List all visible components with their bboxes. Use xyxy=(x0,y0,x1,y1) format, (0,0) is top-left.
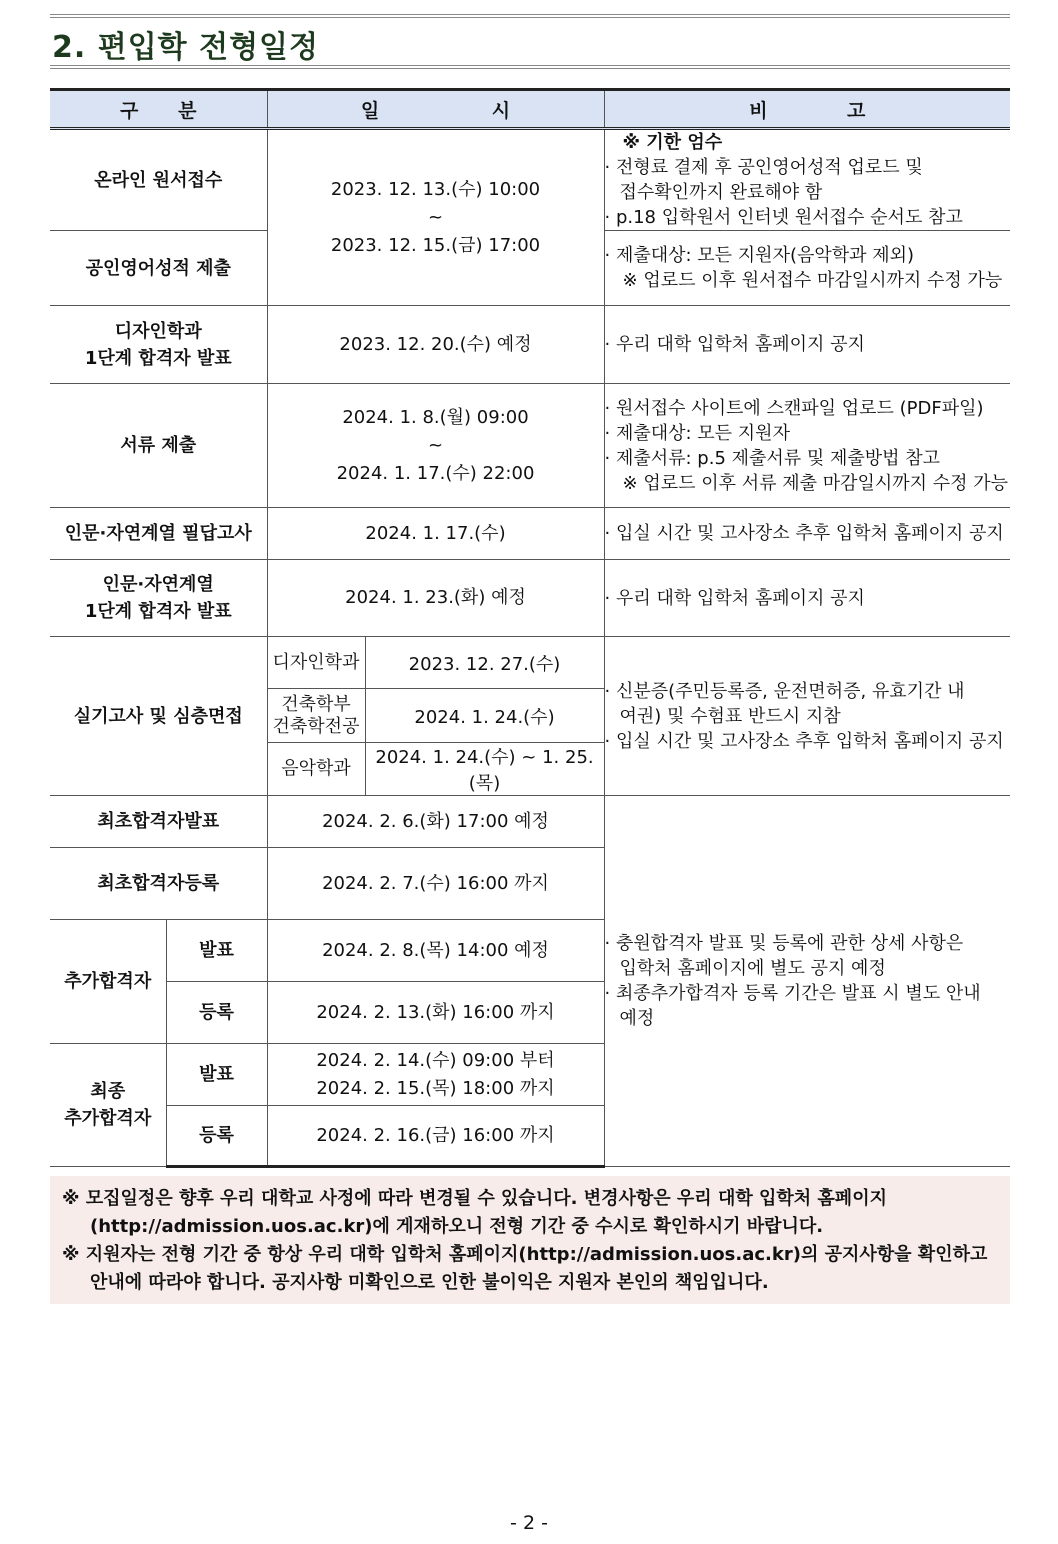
top-rule-inner xyxy=(50,17,1010,18)
row-date: 2024. 1. 8.(월) 09:00 ~ 2024. 1. 17.(수) 22:00 xyxy=(267,384,604,508)
header-date: 일 시 xyxy=(267,90,604,129)
row-date: 2024. 2. 16.(금) 16:00 까지 xyxy=(267,1106,604,1167)
row-subcategory: 발표 xyxy=(166,1044,267,1106)
dept-date: 2024. 1. 24.(수) ~ 1. 25.(목) xyxy=(365,743,604,796)
row-note: · 우리 대학 입학처 홈페이지 공지 xyxy=(604,560,1010,637)
table-row xyxy=(50,129,1010,231)
table-row xyxy=(50,384,1010,508)
table-header-row xyxy=(50,90,1010,129)
top-rule xyxy=(50,14,1010,15)
row-category: 온라인 원서접수 xyxy=(50,129,267,231)
row-note: · 제출대상: 모든 지원자(음악학과 제외) ※ 업로드 이후 원서접수 마감일시까지 수정 가능 xyxy=(604,231,1010,306)
dept-date: 2023. 12. 27.(수) xyxy=(365,637,604,689)
row-category: 서류 제출 xyxy=(50,384,267,508)
row-category: 추가합격자 xyxy=(50,920,166,1044)
row-date: 2024. 2. 7.(수) 16:00 까지 xyxy=(267,848,604,920)
table-row xyxy=(50,560,1010,637)
row-subcategory: 등록 xyxy=(166,982,267,1044)
row-date: 2024. 2. 14.(수) 09:00 부터 2024. 2. 15.(목) 18:00 까지 xyxy=(267,1044,604,1106)
table-row xyxy=(50,508,1010,560)
row-date: 2024. 2. 8.(목) 14:00 예정 xyxy=(267,920,604,982)
section-title: 2. 편입학 전형일정 xyxy=(52,30,320,65)
title-rule-inner xyxy=(50,68,1010,69)
page-number: - 2 - xyxy=(510,1512,548,1534)
title-rule xyxy=(50,65,1010,66)
dept-date: 2024. 1. 24.(수) xyxy=(365,689,604,743)
row-subcategory: 발표 xyxy=(166,920,267,982)
row-date: 2024. 2. 13.(화) 16:00 까지 xyxy=(267,982,604,1044)
dept-label: 디자인학과 xyxy=(267,637,365,689)
notice-item: ※ 모집일정은 향후 우리 대학교 사정에 따라 변경될 수 있습니다. 변경사항은 우리 대학 입학처 홈페이지 (http://admission.uos.ac.kr)에 게재하오니 전형 기간 중 수시로 확인하시기 바랍니다. xyxy=(62,1188,887,1237)
row-note: · 우리 대학 입학처 홈페이지 공지 xyxy=(604,306,1010,384)
schedule-table xyxy=(50,88,1010,1168)
row-category: 실기고사 및 심층면접 xyxy=(50,637,267,796)
row-date: 2024. 1. 17.(수) xyxy=(267,508,604,560)
row-note: · 입실 시간 및 고사장소 추후 입학처 홈페이지 공지 xyxy=(604,508,1010,560)
row-category: 인문·자연계열 필답고사 xyxy=(50,508,267,560)
row-date: 2023. 12. 20.(수) 예정 xyxy=(267,306,604,384)
row-subcategory: 등록 xyxy=(166,1106,267,1167)
table-row xyxy=(50,306,1010,384)
row-category: 인문·자연계열 1단계 합격자 발표 xyxy=(50,560,267,637)
table-row xyxy=(50,796,1010,848)
row-note: · 원서접수 사이트에 스캔파일 업로드 (PDF파일) · 제출대상: 모든 지원자 · 제출서류: p.5 제출서류 및 제출방법 참고 ※ 업로드 이후 서류 제출 마감일시까지 수정 가능 xyxy=(604,384,1010,508)
header-category: 구 분 xyxy=(50,90,267,129)
row-note: · 신분증(주민등록증, 운전면허증, 유효기간 내 여권) 및 수험표 반드시 지참 · 입실 시간 및 고사장소 추후 입학처 홈페이지 공지 xyxy=(604,637,1010,796)
row-note: ※ 기한 엄수 · 전형료 결제 후 공인영어성적 업로드 및 접수확인까지 완료해야 함 · p.18 입학원서 인터넷 원서접수 순서도 참고 xyxy=(604,129,1010,231)
row-category: 최초합격자발표 xyxy=(50,796,267,848)
row-category: 최초합격자등록 xyxy=(50,848,267,920)
notice-item: ※ 지원자는 전형 기간 중 항상 우리 대학 입학처 홈페이지(http://admission.uos.ac.kr)의 공지사항을 확인하고 안내에 따라야 합니다. 공지사항 미확인으로 인한 불이익은 지원자 본인의 책임입니다. xyxy=(62,1244,988,1293)
row-category: 최종 추가합격자 xyxy=(50,1044,166,1167)
row-date: 2024. 1. 23.(화) 예정 xyxy=(267,560,604,637)
row-date: 2024. 2. 6.(화) 17:00 예정 xyxy=(267,796,604,848)
row-note: · 충원합격자 발표 및 등록에 관한 상세 사항은 입학처 홈페이지에 별도 공지 예정 · 최종추가합격자 등록 기간은 발표 시 별도 안내 예정 xyxy=(604,796,1010,1167)
table-row xyxy=(50,637,1010,689)
row-category: 디자인학과 1단계 합격자 발표 xyxy=(50,306,267,384)
dept-label: 건축학부 건축학전공 xyxy=(267,689,365,743)
row-date: 2023. 12. 13.(수) 10:00 ~ 2023. 12. 15.(금) 17:00 xyxy=(267,129,604,306)
notice-box xyxy=(50,1176,1010,1304)
header-remarks: 비 고 xyxy=(604,90,1010,129)
row-category: 공인영어성적 제출 xyxy=(50,231,267,306)
dept-label: 음악학과 xyxy=(267,743,365,796)
